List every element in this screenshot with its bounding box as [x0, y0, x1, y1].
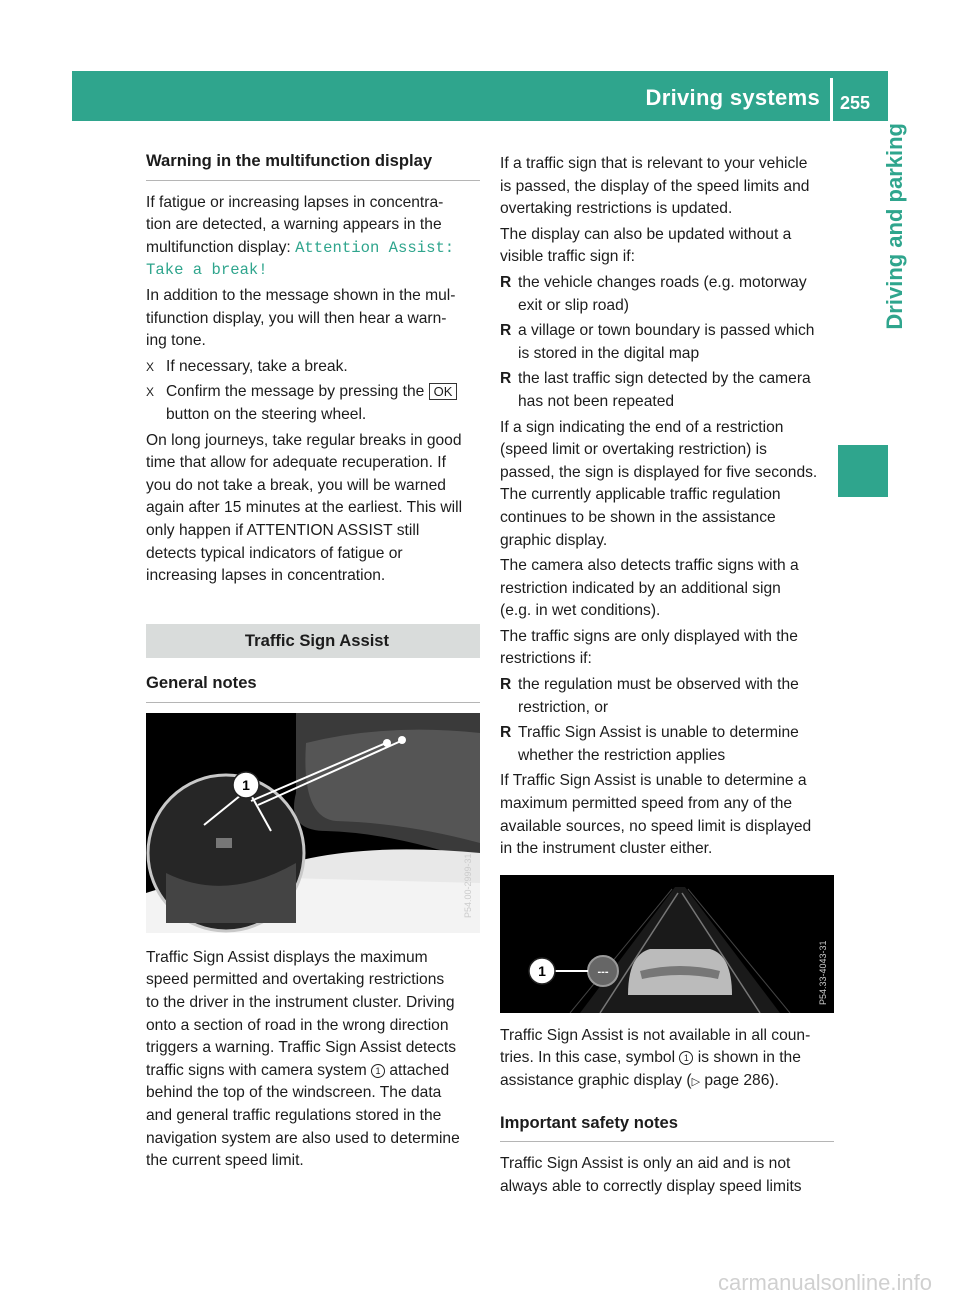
- text-line: the vehicle changes roads (e.g. motorway: [518, 273, 807, 291]
- text-line: a village or town boundary is passed which: [518, 322, 815, 340]
- section-banner: Traffic Sign Assist: [146, 624, 480, 659]
- paragraph-tsa-description: [146, 947, 480, 1173]
- bullet-icon: R: [500, 273, 512, 291]
- text-line: restriction, or: [518, 698, 609, 716]
- text-line: On long journeys, take regular breaks in good: [146, 431, 462, 449]
- text-line: overtaking restrictions is updated.: [500, 200, 733, 218]
- step-confirm: [146, 381, 480, 426]
- text-line: restrictions if:: [500, 650, 592, 668]
- header-divider: [830, 78, 833, 121]
- text-line: In addition to the message shown in the mul-: [146, 286, 456, 304]
- side-tab: [838, 123, 907, 445]
- step-text: If necessary, take a break.: [166, 357, 348, 375]
- text-line: (speed limit or overtaking restriction) is: [500, 441, 767, 459]
- text-line: available sources, no speed limit is displayed: [500, 817, 812, 835]
- text-line: The camera also detects traffic signs with a: [500, 557, 799, 575]
- left-column: [146, 150, 480, 1173]
- step-arrow-icon: X: [146, 359, 155, 374]
- text-line: always able to correctly display speed limits: [500, 1177, 802, 1195]
- text-line: graphic display.: [500, 531, 608, 549]
- text-line: Traffic Sign Assist is not available in all coun-: [500, 1026, 811, 1044]
- page-number: 255: [840, 93, 871, 113]
- bullet-icon: R: [500, 676, 512, 694]
- text-line: onto a section of road in the wrong direction: [146, 1016, 449, 1034]
- text-line: maximum permitted speed from any of the: [500, 795, 793, 813]
- paragraph-end-of-restriction: [500, 417, 834, 553]
- text-line: speed permitted and overtaking restrictions: [146, 971, 445, 989]
- text-line: Traffic Sign Assist is unable to determine: [518, 724, 799, 742]
- camera-location-figure: [146, 713, 480, 933]
- side-tab-marker: [838, 445, 888, 497]
- text-line: passed, the sign is displayed for five seconds.: [500, 463, 818, 481]
- text-line: behind the top of the windscreen. The data: [146, 1084, 442, 1102]
- bullet-item: [500, 674, 834, 719]
- text-line: is stored in the digital map: [518, 344, 700, 362]
- text-line: only happen if ATTENTION ASSIST still: [146, 521, 420, 539]
- step-arrow-icon: X: [146, 385, 155, 400]
- paragraph-update: [500, 153, 834, 221]
- paragraph-unable: [500, 770, 834, 860]
- heading-safety-notes: Important safety notes: [500, 1112, 834, 1143]
- text-line: tion are detected, a warning appears in the: [146, 216, 442, 234]
- bullet-icon: R: [500, 370, 512, 388]
- no-sign-symbol: ---: [597, 965, 609, 978]
- step-text: Confirm the message by pressing the: [166, 383, 429, 401]
- text-line: increasing lapses in concentration.: [146, 567, 386, 585]
- text-line: the last traffic sign detected by the camera: [518, 370, 811, 388]
- text-line: ing tone.: [146, 332, 206, 350]
- text-line: has not been repeated: [518, 392, 675, 410]
- text-line: navigation system are also used to determine: [146, 1129, 460, 1147]
- text-line: The traffic signs are only displayed with the: [500, 627, 798, 645]
- text-line: traffic signs with camera system: [146, 1061, 372, 1079]
- text-line: the current speed limit.: [146, 1152, 304, 1170]
- text-line: restriction indicated by an additional sign: [500, 579, 781, 597]
- text-line: The currently applicable traffic regulation: [500, 486, 781, 504]
- ok-button-icon: OK: [429, 383, 458, 400]
- page-reference-link[interactable]: page 286).: [700, 1072, 779, 1089]
- paragraph-warning: [146, 192, 480, 282]
- paragraph-without-sign: [500, 224, 834, 269]
- text-line: the regulation must be observed with the: [518, 676, 799, 694]
- text-line: detects typical indicators of fatigue or: [146, 544, 403, 562]
- callout-1-icon: 1: [371, 1064, 385, 1078]
- text-line: tifunction display, you will then hear a warn-: [146, 309, 447, 327]
- figure-code: P54.33-4043-31: [818, 940, 828, 1005]
- text-line: Traffic Sign Assist displays the maximum: [146, 948, 428, 966]
- figure-callout-1: 1: [538, 962, 546, 979]
- bullet-item: [500, 320, 834, 365]
- text-line: attached: [385, 1061, 450, 1079]
- text-line: to the driver in the instrument cluster. Driving: [146, 994, 455, 1012]
- text-line: visible traffic sign if:: [500, 248, 635, 266]
- bullet-icon: R: [500, 724, 512, 742]
- callout-1-icon: 1: [679, 1051, 693, 1065]
- figure-callout-1: 1: [242, 776, 250, 793]
- text-line: The display can also be updated without a: [500, 225, 792, 243]
- text-line: in the instrument cluster either.: [500, 840, 713, 858]
- bullet-item: [500, 368, 834, 413]
- right-column: [500, 153, 834, 1198]
- text-line: If a traffic sign that is relevant to your vehicle: [500, 155, 808, 172]
- side-tab-label: Driving and parking: [882, 123, 907, 330]
- text-line: continues to be shown in the assistance: [500, 508, 776, 526]
- text-line: you do not take a break, you will be warned: [146, 476, 446, 494]
- text-line: exit or slip road): [518, 296, 629, 314]
- text-line: and general traffic regulations stored in the: [146, 1107, 442, 1125]
- heading-warning: Warning in the multifunction display: [146, 150, 480, 181]
- text-line: If Traffic Sign Assist is unable to determine a: [500, 772, 807, 790]
- header-bar: [72, 71, 888, 121]
- text-line: If a sign indicating the end of a restriction: [500, 418, 784, 436]
- bullet-icon: R: [500, 322, 512, 340]
- step-take-break: [146, 356, 480, 379]
- bullet-item: [500, 722, 834, 767]
- text-line: If fatigue or increasing lapses in concentra-: [146, 193, 444, 211]
- page-reference-arrow-icon: ▷: [691, 1076, 701, 1088]
- text-line: assistance graphic display (: [500, 1072, 692, 1089]
- bullet-item: [500, 272, 834, 317]
- footer-watermark: carmanualsonline.info: [717, 1270, 932, 1295]
- text-line: triggers a warning. Traffic Sign Assist detects: [146, 1039, 456, 1057]
- step-text: button on the steering wheel.: [166, 405, 367, 423]
- paragraph-additional-sign: [500, 555, 834, 623]
- paragraph-tone: [146, 285, 480, 353]
- text-line: is passed, the display of the speed limits and: [500, 177, 810, 195]
- assistance-display-figure: [500, 875, 834, 1013]
- paragraph-safety: [500, 1153, 834, 1198]
- text-line: tries. In this case, symbol: [500, 1049, 680, 1067]
- figure-code: P54.00-2999-31: [463, 853, 473, 918]
- heading-general-notes: General notes: [146, 672, 480, 703]
- display-message-1: Attention Assist:: [295, 238, 455, 257]
- text-line: time that allow for adequate recuperation. If: [146, 454, 446, 472]
- paragraph-restrictions: [500, 626, 834, 671]
- text-line: Traffic Sign Assist is only an aid and is not: [500, 1155, 791, 1173]
- display-message-2: Take a break!: [146, 261, 268, 280]
- paragraph-not-available: [500, 1025, 834, 1094]
- paragraph-long-journeys: [146, 430, 480, 588]
- text-line: is shown in the: [693, 1049, 801, 1067]
- text-line: whether the restriction applies: [518, 746, 726, 764]
- text-line: multifunction display:: [146, 238, 296, 256]
- text-line: again after 15 minutes at the earliest. This will: [146, 499, 463, 517]
- section-title: Driving systems: [645, 85, 820, 110]
- text-line: (e.g. in wet conditions).: [500, 602, 661, 620]
